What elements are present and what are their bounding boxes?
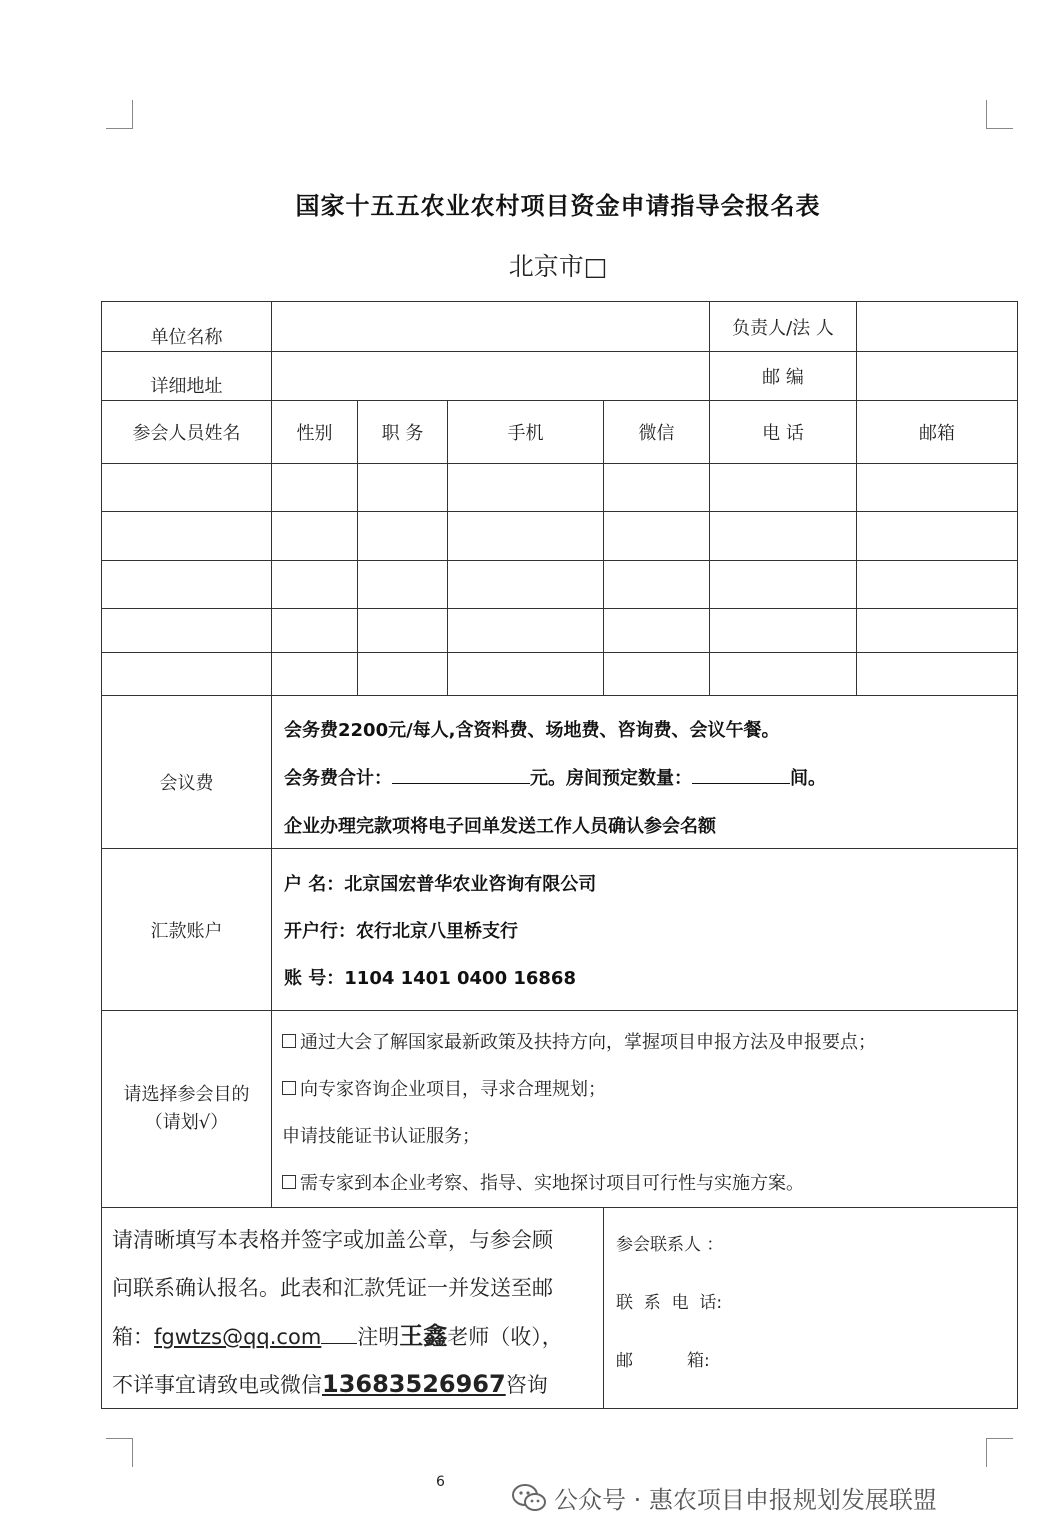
attendee-position-cell[interactable] (358, 561, 448, 609)
attendee-email-cell[interactable] (857, 609, 1018, 653)
postcode-label: 邮 编 (710, 352, 857, 401)
room-count-label: 元。房间预定数量： (530, 768, 692, 789)
attendee-email-cell[interactable] (857, 512, 1018, 561)
crop-mark-top-left (106, 100, 133, 129)
room-unit: 间。 (790, 768, 826, 789)
contact-email-link[interactable]: fgwtzs@qq.com (154, 1325, 322, 1349)
teacher-name: 王鑫 (399, 1322, 448, 1350)
attendee-email-cell[interactable] (857, 561, 1018, 609)
attendee-gender-cell[interactable] (272, 464, 358, 512)
wechat-footer (512, 1480, 937, 1515)
address-label: 详细地址 (102, 352, 272, 401)
attendee-name-cell[interactable] (102, 464, 272, 512)
purpose-option[interactable]: 需专家到本企业考察、指导、实地探讨项目可行性与实施方案。 (282, 1160, 1017, 1207)
attendee-row (102, 512, 1018, 561)
note-line-4: 不详事宜请致电或微信13683526967咨询 (112, 1370, 548, 1398)
contact-phone-label: 联 系 电 话: (616, 1293, 723, 1313)
checkbox[interactable] (282, 1175, 296, 1189)
attendee-phone-cell[interactable] (710, 609, 857, 653)
attendee-position-cell[interactable] (358, 464, 448, 512)
legal-person-field[interactable] (857, 302, 1018, 352)
attendee-mobile-cell[interactable] (448, 653, 604, 696)
fee-label: 会议费 (102, 696, 272, 849)
col-header-email: 邮箱 (857, 401, 1018, 464)
attendee-gender-cell[interactable] (272, 561, 358, 609)
purpose-label-line1: 请选择参会目的 (123, 1084, 250, 1105)
attendee-mobile-cell[interactable] (448, 464, 604, 512)
attendee-header-row (102, 401, 1018, 464)
attendee-name-cell[interactable] (102, 653, 272, 696)
fee-total-label: 会务费合计： (284, 768, 392, 789)
contact-person-label: 参会联系人 ： (616, 1235, 724, 1255)
fee-content (272, 696, 1018, 849)
note-line-2: 问联系确认报名。此表和汇款凭证一并发送至邮 (112, 1276, 553, 1300)
checkbox[interactable] (282, 1081, 296, 1095)
crop-mark-bottom-left (106, 1438, 133, 1467)
account-content (272, 849, 1018, 1011)
purpose-option[interactable]: 申请技能证书认证服务； (282, 1126, 480, 1147)
col-header-phone: 电 话 (710, 401, 857, 464)
attendee-row (102, 653, 1018, 696)
account-name: 户 名：北京国宏普华农业咨询有限公司 (284, 874, 597, 895)
purpose-row (102, 1011, 1018, 1208)
fee-total-blank[interactable] (392, 765, 530, 784)
purpose-option[interactable]: 通过大会了解国家最新政策及扶持方向，掌握项目申报方法及申报要点； (282, 1019, 1017, 1066)
attendee-mobile-cell[interactable] (448, 561, 604, 609)
note-line-3: 箱：fgwtzs@qq.com 注明王鑫老师（收）， (112, 1322, 563, 1350)
attendee-wechat-cell[interactable] (604, 464, 710, 512)
contact-email-label: 邮 箱: (616, 1351, 710, 1371)
attendee-phone-cell[interactable] (710, 464, 857, 512)
form-subtitle: 北京市□ (508, 252, 608, 281)
fee-confirm-note: 企业办理完款项将电子回单发送工作人员确认参会名额 (284, 816, 716, 837)
attendee-mobile-cell[interactable] (448, 512, 604, 561)
unit-name-label: 单位名称 (102, 302, 272, 352)
room-count-blank[interactable] (692, 765, 790, 784)
address-field[interactable] (272, 352, 710, 401)
purpose-option[interactable]: 向专家咨询企业项目，寻求合理规划； (282, 1066, 1017, 1113)
note-line-1: 请清晰填写本表格并签字或加盖公章，与参会顾 (112, 1228, 553, 1252)
attendee-wechat-cell[interactable] (604, 512, 710, 561)
account-number: 账 号：1104 1401 0400 16868 (284, 968, 576, 989)
attendee-position-cell[interactable] (358, 609, 448, 653)
attendee-email-cell[interactable] (857, 653, 1018, 696)
attendee-name-cell[interactable] (102, 512, 272, 561)
postcode-field[interactable] (857, 352, 1018, 401)
attendee-wechat-cell[interactable] (604, 609, 710, 653)
account-bank: 开户行：农行北京八里桥支行 (284, 921, 518, 942)
attendee-phone-cell[interactable] (710, 653, 857, 696)
fee-row (102, 696, 1018, 849)
checkbox[interactable] (282, 1034, 296, 1048)
col-header-wechat: 微信 (604, 401, 710, 464)
attendee-mobile-cell[interactable] (448, 609, 604, 653)
attendee-phone-cell[interactable] (710, 512, 857, 561)
fee-description: 会务费2200元/每人,含资料费、场地费、咨询费、会议午餐。 (284, 720, 780, 741)
attendee-row (102, 464, 1018, 512)
attendee-wechat-cell[interactable] (604, 561, 710, 609)
crop-mark-top-right (986, 100, 1013, 129)
purpose-options (272, 1011, 1018, 1208)
attendee-name-cell[interactable] (102, 609, 272, 653)
crop-mark-bottom-right (986, 1438, 1013, 1467)
attendee-gender-cell[interactable] (272, 653, 358, 696)
col-header-gender: 性别 (272, 401, 358, 464)
col-header-position: 职 务 (358, 401, 448, 464)
attendee-position-cell[interactable] (358, 512, 448, 561)
fee-total-line (284, 758, 1017, 800)
registration-form-table (101, 301, 1018, 1409)
note-contact-row (102, 1208, 1018, 1409)
unit-name-field[interactable] (272, 302, 710, 352)
instruction-note (102, 1208, 604, 1409)
attendee-gender-cell[interactable] (272, 609, 358, 653)
attendee-phone-cell[interactable] (710, 561, 857, 609)
attendee-row (102, 561, 1018, 609)
attendee-name-cell[interactable] (102, 561, 272, 609)
attendee-row (102, 609, 1018, 653)
contact-info (604, 1208, 1018, 1409)
account-label: 汇款账户 (102, 849, 272, 1011)
col-header-mobile: 手机 (448, 401, 604, 464)
legal-person-label: 负责人/法 人 (710, 302, 857, 352)
attendee-email-cell[interactable] (857, 464, 1018, 512)
purpose-label (102, 1011, 272, 1208)
attendee-gender-cell[interactable] (272, 512, 358, 561)
attendee-position-cell[interactable] (358, 653, 448, 696)
purpose-label-line2: （请划√） (144, 1112, 229, 1133)
account-row (102, 849, 1018, 1011)
attendee-wechat-cell[interactable] (604, 653, 710, 696)
form-title: 国家十五五农业农村项目资金申请指导会报名表 (295, 192, 821, 220)
wechat-icon (512, 1483, 546, 1513)
contact-phone-number: 13683526967 (322, 1370, 506, 1398)
page-number: 6 (436, 1474, 445, 1490)
footer-text: 公众号 · 惠农项目申报规划发展联盟 (554, 1486, 937, 1514)
col-header-name: 参会人员姓名 (102, 401, 272, 464)
